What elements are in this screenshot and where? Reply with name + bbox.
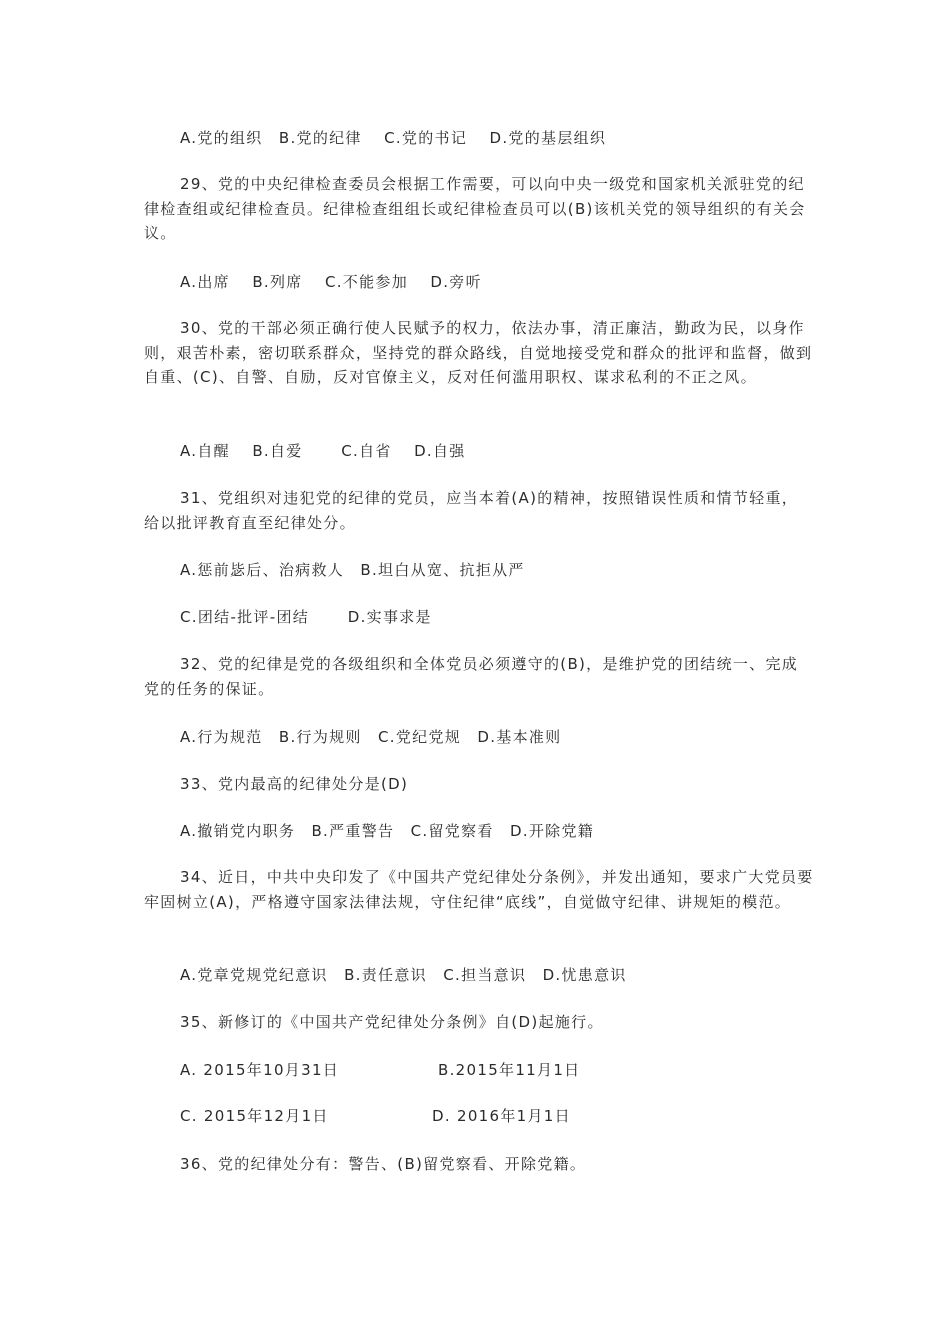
q33-options: A.撤销党内职务 B.严重警告 C.留党察看 D.开除党籍 <box>180 822 595 840</box>
q30-options: A.自醒 B.自爱 C.自省 D.自强 <box>180 442 466 460</box>
question-36: 36、党的纪律处分有：警告、(B)留党察看、开除党籍。 <box>180 1155 587 1173</box>
question-35: 35、新修订的《中国共产党纪律处分条例》自(D)起施行。 <box>180 1013 604 1031</box>
q35-options-row-1 <box>180 1058 580 1082</box>
question-31: 31、党组织对违犯党的纪律的党员，应当本着(A)的精神，按照错误性质和情节轻重，给以批评教育直至纪律处分。 <box>144 489 799 532</box>
question-30: 30、党的干部必须正确行使人民赋予的权力，依法办事，清正廉洁，勤政为民，以身作则，艰苦朴素，密切联系群众，坚持党的群众路线，自觉地接受党和群众的批评和监督，做到自重、(C)、自警、自励，反对官僚主义，反对任何滥用职权、谋求私利的不正之风。 <box>144 319 813 386</box>
question-33: 33、党内最高的纪律处分是(D) <box>180 775 409 793</box>
q31-options-line-1: A.惩前毖后、治病救人 B.坦白从宽、抗拒从严 <box>180 561 525 579</box>
q29-options: A.出席 B.列席 C.不能参加 D.旁听 <box>180 273 482 291</box>
q32-options: A.行为规范 B.行为规则 C.党纪党规 D.基本准则 <box>180 728 562 746</box>
q35-option-c: C. 2015年12月1日 <box>180 1107 329 1125</box>
question-34: 34、近日，中共中央印发了《中国共产党纪律处分条例》，并发出通知，要求广大党员要牢固树立(A)，严格遵守国家法律法规，守住纪律“底线”，自觉做守纪律、讲规矩的模范。 <box>144 868 814 911</box>
q28-options: A.党的组织 B.党的纪律 C.党的书记 D.党的基层组织 <box>180 129 607 147</box>
question-29: 29、党的中央纪律检查委员会根据工作需要，可以向中央一级党和国家机关派驻党的纪律检查组或纪律检查员。纪律检查组组长或纪律检查员可以(B)该机关党的领导组织的有关会议。 <box>144 175 806 242</box>
q34-options: A.党章党规党纪意识 B.责任意识 C.担当意识 D.忧患意识 <box>180 966 627 984</box>
q35-option-d: D. 2016年1月1日 <box>432 1107 571 1125</box>
q31-options-line-2: C.团结-批评-团结 D.实事求是 <box>180 608 432 626</box>
q35-option-b: B.2015年11月1日 <box>438 1061 581 1079</box>
q35-option-a: A. 2015年10月31日 <box>180 1061 340 1079</box>
q35-options-row-2 <box>180 1104 571 1128</box>
question-32: 32、党的纪律是党的各级组织和全体党员必须遵守的(B)，是维护党的团结统一、完成党的任务的保证。 <box>144 655 799 698</box>
